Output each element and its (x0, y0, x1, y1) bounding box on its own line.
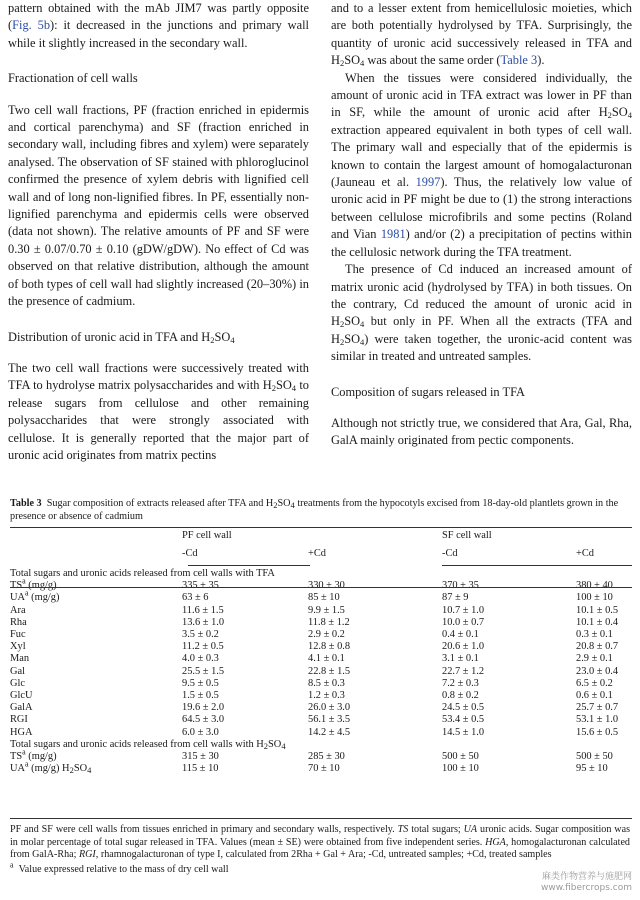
table-cell: 14.5 ± 1.0 (442, 726, 485, 738)
table-cell: 3.5 ± 0.2 (182, 629, 219, 641)
table-cell: 0.4 ± 0.1 (442, 629, 479, 641)
table-header-rule (10, 587, 632, 588)
left-paragraph-2: Two cell wall fractions, PF (fraction enriched in epidermis and cortical parenchyma) and SF (fraction enriched in secondary wall, including fibres and xylem) were separately analysed. The observation of SF stained with phloroglucinol confirmed the presence of xylem debris with lignified cell wall and of long non-lignified fibres. In PF, essentially non-lignified parenchyma and epidermis cells were observed (data not shown). The relative amounts of PF and SF were 0.30 ± 0.07/0.70 ± 0.10 (gDW/gDW). No effect of Cd was observed on that relative distribution, although the amount of both types of cell wall had slightly increased (20–30%) in the presence of cadmium. (8, 102, 309, 309)
table-cell: 63 ± 6 (182, 592, 209, 604)
col-header-pf-minus: -Cd (182, 548, 198, 559)
table-cell: 22.7 ± 1.2 (442, 665, 485, 677)
table-cell: 70 ± 10 (308, 763, 340, 775)
table-footnote-main: PF and SF were cell walls from tissues enriched in primary and secondary walls, respectively. TS total sugars; UA uronic acids. Sugar composition was in molar percentage of total sugar released in TFA. Values (mean ± SE) were obtained from five independent series. HGA, homogalacturonan calculated from GalA-Rha; RGI, rhamnogalacturonan of type I, calculated from 2Rha + Gal + Ara; -Cd, untreated samples; +Cd, treated samples (10, 824, 630, 861)
table-cell: 115 ± 10 (182, 763, 219, 775)
table-cell: 56.1 ± 3.5 (308, 714, 351, 726)
table-cell: 23.0 ± 0.4 (576, 665, 619, 677)
table-row (10, 653, 632, 665)
table-caption: Table 3 Sugar composition of extracts released after TFA and $H_2SO_4$ treatments from the hypocotyls excised from 18-day-old plantlets grown in the presence or absence of cadmium (10, 498, 619, 522)
watermark: 麻类作物营养与施肥网 www.fibercrops.com (541, 872, 632, 893)
table-notes (10, 824, 630, 877)
table-cell: 100 ± 10 (442, 763, 479, 775)
table-cell: 13.6 ± 1.0 (182, 616, 225, 628)
table-cell: 85 ± 10 (308, 592, 340, 604)
table-group-header (10, 530, 632, 548)
table-cell: 10.1 ± 0.5 (576, 604, 619, 616)
table-cell: 0.8 ± 0.2 (442, 690, 479, 702)
table-row (10, 666, 632, 678)
table-section-tfa: Total sugars and uronic acids released from cell walls with TFA (10, 568, 275, 579)
right-paragraph-3: The presence of Cd induced an increased amount of matrix uronic acid (hydrolysed by TFA) in both tissues. On the contrary, Cd reduced the amount of uronic acid in $H_2SO_4$ but only in PF. When all the extracts (TFA and $H_2SO_4$) were taken together, the uronic-acid content was similar in treated and untreated samples. (331, 262, 632, 364)
table-row (10, 641, 632, 653)
table-row (10, 617, 632, 629)
table-cell: 9.9 ± 1.5 (308, 604, 345, 616)
figure-link[interactable]: Fig. 5b (12, 18, 51, 33)
row-label: $UA^a$ (mg/g) (10, 588, 60, 604)
col-header-pf-plus: +Cd (308, 548, 326, 559)
table-cell: 14.2 ± 4.5 (308, 726, 351, 738)
table-cell: 20.8 ± 0.7 (576, 641, 619, 653)
citation-link-1997[interactable]: 1997 (415, 175, 441, 190)
row-label: Man (10, 653, 30, 665)
section-heading-uronic: Distribution of uronic acid in TFA and $H_2SO_4$ (8, 329, 235, 345)
table-row (10, 751, 632, 763)
table-cell: 87 ± 9 (442, 592, 469, 604)
table-cell: 4.1 ± 0.1 (308, 653, 345, 665)
table-cell: 53.4 ± 0.5 (442, 714, 485, 726)
table-cell: 19.6 ± 2.0 (182, 702, 225, 714)
table-cell: 64.5 ± 3.0 (182, 714, 225, 726)
table-cell: 380 ± 40 (576, 580, 613, 592)
section-heading-composition: Composition of sugars released in TFA (331, 384, 525, 399)
table-cell: 20.6 ± 1.0 (442, 641, 485, 653)
table-cell: 8.5 ± 0.3 (308, 677, 345, 689)
table-cell: 1.2 ± 0.3 (308, 690, 345, 702)
table-cell: 330 ± 30 (308, 580, 345, 592)
table-footnote-a: $^a$ Value expressed relative to the mass of dry cell wall (10, 860, 229, 876)
table-row (10, 629, 632, 641)
table-cell: 11.2 ± 0.5 (182, 641, 224, 653)
row-label: Gal (10, 665, 26, 677)
table-cell: 100 ± 10 (576, 592, 613, 604)
table-cell: 15.6 ± 0.5 (576, 726, 619, 738)
left-column (8, 0, 309, 464)
col-header-sf-minus: -Cd (442, 548, 458, 559)
table-cell: 25.5 ± 1.5 (182, 665, 225, 677)
right-column (331, 0, 632, 450)
table-cell: 11.8 ± 1.2 (308, 616, 350, 628)
table-cell: 22.8 ± 1.5 (308, 665, 351, 677)
row-label: GalA (10, 702, 33, 714)
table-cell: 10.7 ± 1.0 (442, 604, 485, 616)
section-heading-fractionation: Fractionation of cell walls (8, 71, 138, 86)
row-label: $TS^a$ (mg/g) (10, 747, 57, 763)
row-label: Ara (10, 604, 26, 616)
table-cell: 2.9 ± 0.1 (576, 653, 613, 665)
row-label: $UA^a$ (mg/g) $H_2SO_4$ (10, 759, 92, 776)
row-label: GlcU (10, 690, 33, 702)
row-label: Rha (10, 616, 27, 628)
table-cell: 315 ± 30 (182, 751, 219, 763)
table-cell: 7.2 ± 0.3 (442, 677, 479, 689)
table-row (10, 690, 632, 702)
table-cell: 53.1 ± 1.0 (576, 714, 619, 726)
row-label: Fuc (10, 629, 26, 641)
table-cell: 95 ± 10 (576, 763, 608, 775)
table-cell: 4.0 ± 0.3 (182, 653, 219, 665)
group-header-sf: SF cell wall (442, 530, 492, 541)
table-cell: 26.0 ± 3.0 (308, 702, 351, 714)
table-cell: 500 ± 50 (576, 751, 613, 763)
table-cell: 0.3 ± 0.1 (576, 629, 613, 641)
table-cell: 10.1 ± 0.4 (576, 616, 619, 628)
right-paragraph-1: and to a lesser extent from hemicellulosic moieties, which are both potentially hydrolysed by TFA. Surprisingly, the quantity of uronic acid successively released in TFA and $H_2SO_4$ was about the same order (Table 3). (331, 1, 632, 69)
group-header-pf: PF cell wall (182, 530, 232, 541)
table-cell: 1.5 ± 0.5 (182, 690, 219, 702)
left-paragraph-1: pattern obtained with the mAb JIM7 was partly opposite (Fig. 5b): it decreased in the junctions and primary wall while it slightly increased in the secondary wall. (8, 1, 309, 50)
sugar-composition-table (10, 530, 632, 775)
table-cell: 335 ± 35 (182, 580, 219, 592)
right-paragraph-2: When the tissues were considered individually, the amount of uronic acid in TFA extract was lower in PF than in SF, while the amount of uronic acid after $H_2SO_4$ extraction appeared equivalent in both types of cell wall. The primary wall and especially that of the epidermis is known to contain the largest amount of homogalacturonan (Jauneau et al. 1997). Thus, the relatively low value of uronic acid in PF might be due to (1) the strong interactions between cellulose microfibrils and some pectins (Roland and Vian 1981) and/or (2) a precipitation of pectins within the cellulosic network during the TFA treatment. (331, 70, 633, 259)
right-paragraph-4: Although not strictly true, we considered that Ara, Gal, Rha, GalA mainly originated from pectic components. (331, 415, 632, 448)
table-cell: 25.7 ± 0.7 (576, 702, 619, 714)
sf-group-rule (442, 565, 632, 566)
citation-link-1981[interactable]: 1981 (380, 227, 406, 242)
table-row (10, 727, 632, 739)
row-label: $TS^a$ (mg/g) (10, 576, 57, 592)
col-header-sf-plus: +Cd (576, 548, 594, 559)
table-cell: 9.5 ± 0.5 (182, 677, 219, 689)
table-cell: 2.9 ± 0.2 (308, 629, 345, 641)
pf-group-rule (188, 565, 310, 566)
table-cell: 3.1 ± 0.1 (442, 653, 479, 665)
table-link[interactable]: Table 3 (500, 53, 538, 68)
table-cell: 0.6 ± 0.1 (576, 690, 613, 702)
table-top-rule (10, 527, 632, 528)
table-cell: 6.5 ± 0.2 (576, 677, 613, 689)
table-row (10, 714, 632, 726)
table-cell: 370 ± 35 (442, 580, 479, 592)
table-cell: 12.8 ± 0.8 (308, 641, 351, 653)
row-label: Xyl (10, 641, 26, 653)
table-row (10, 678, 632, 690)
table-cell: 11.6 ± 1.5 (182, 604, 224, 616)
left-paragraph-3: The two cell wall fractions were successively treated with TFA to hydrolyse matrix polysaccharides and with $H_2SO_4$ to release sugars from cellulose and other remaining polysaccharides that were strongly associated with cellulose. It is generally reported that the major part of uronic acid originates from matrix pectins (8, 360, 309, 462)
table-section-h2so4: Total sugars and uronic acids released from cell walls with $H_2SO_4$ (10, 738, 286, 751)
table-row (10, 763, 632, 775)
table-cell: 24.5 ± 0.5 (442, 702, 485, 714)
table-row (10, 605, 632, 617)
table-cell: 285 ± 30 (308, 751, 345, 763)
row-label: RGI (10, 714, 28, 726)
table-cell: 6.0 ± 3.0 (182, 726, 219, 738)
table-row (10, 702, 632, 714)
row-label: HGA (10, 726, 33, 738)
table-row (10, 592, 632, 604)
table-cell: 500 ± 50 (442, 751, 479, 763)
table-bottom-rule (10, 818, 632, 819)
row-label: Glc (10, 677, 26, 689)
table-cell: 10.0 ± 0.7 (442, 616, 485, 628)
